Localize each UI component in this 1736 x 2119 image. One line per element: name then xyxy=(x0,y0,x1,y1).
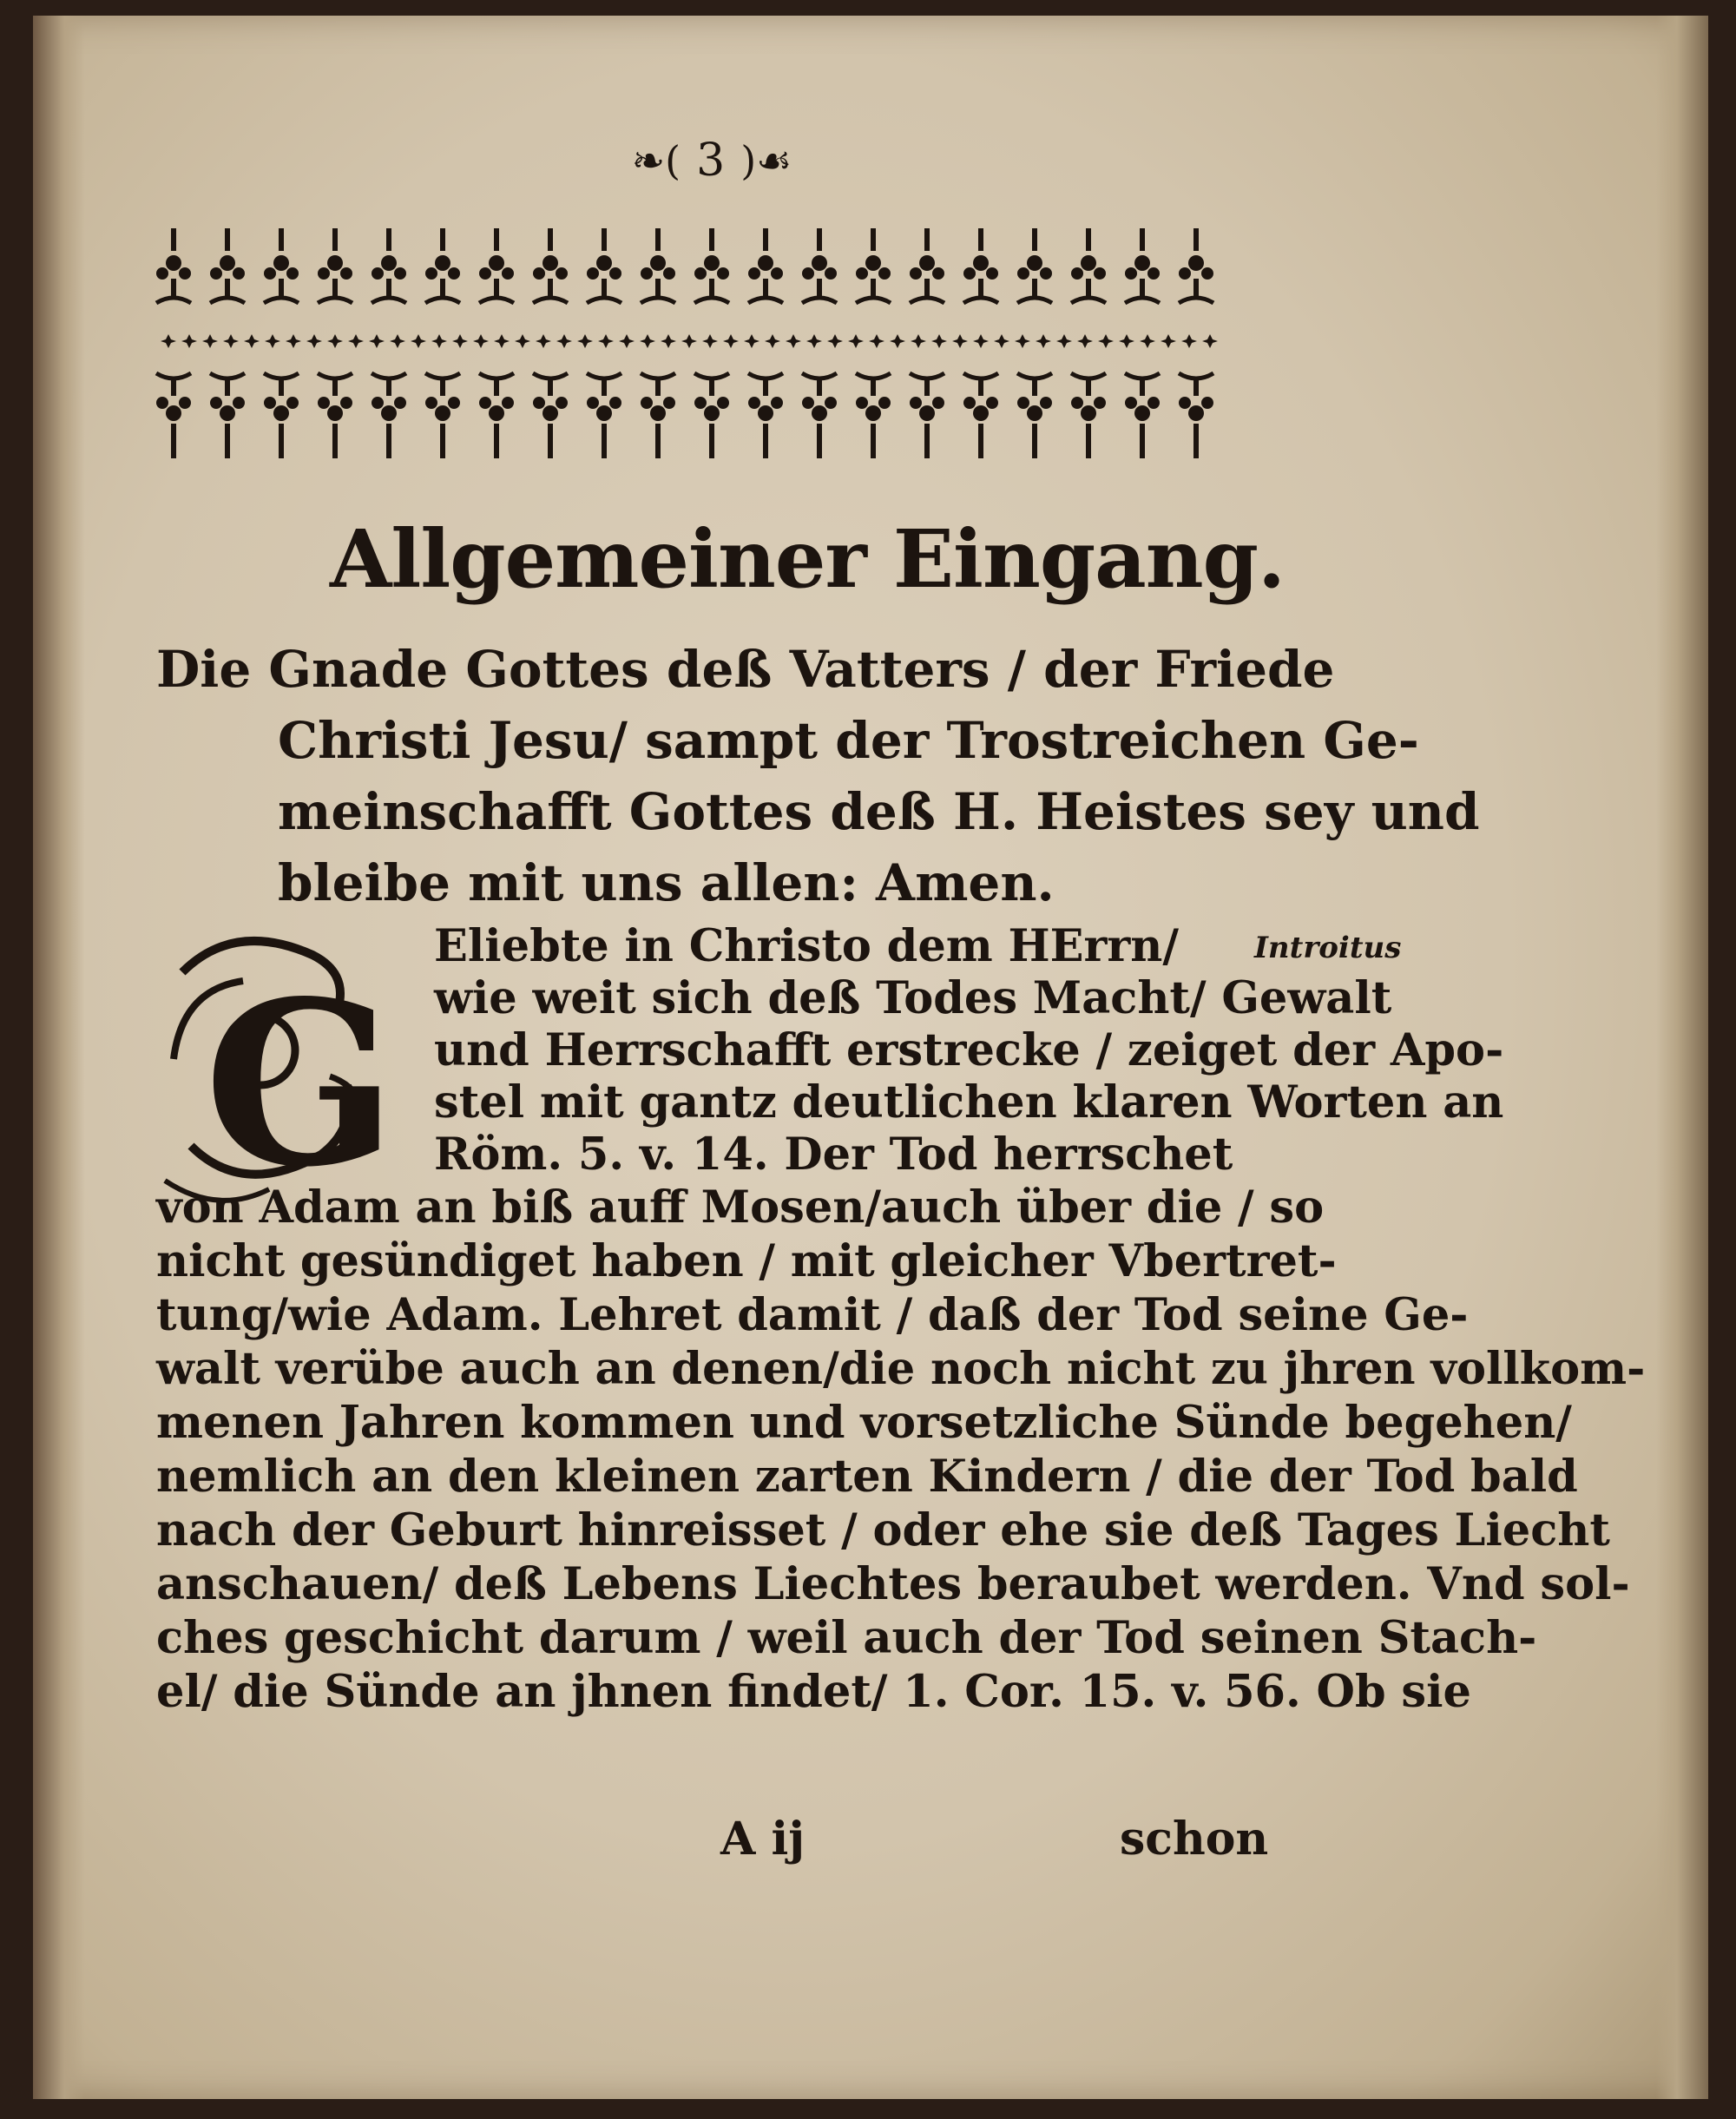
body-line: el/ die Sünde an jhnen findet/ 1. Cor. 15. v. 56. Ob sie xyxy=(156,1666,1471,1718)
body-line: Eliebte in Christo dem HErrn/ xyxy=(434,920,1179,972)
body-line: und Herrschafft erstrecke / zeiget der Apo- xyxy=(434,1024,1504,1076)
page-number: 3 xyxy=(696,135,726,187)
page-edge-shadow xyxy=(1656,16,1708,2099)
body-line: wie weit sich deß Todes Macht/ Gewalt xyxy=(434,972,1392,1024)
body-text xyxy=(156,1181,1646,1719)
body-line: menen Jahren kommen und vorsetzliche Sünde begehen/ xyxy=(156,1397,1572,1449)
body-line: stel mit gantz deutlichen klaren Worten an xyxy=(434,1076,1504,1129)
body-line: tung/wie Adam. Lehret damit / daß der Tod seine Ge- xyxy=(156,1289,1469,1341)
signature-mark: A ij xyxy=(720,1813,806,1866)
greeting-line: bleibe mit uns allen: Amen. xyxy=(278,853,1055,912)
catchword: schon xyxy=(1120,1813,1269,1866)
body-line: walt verübe auch an denen/die noch nicht zu jhren vollkom- xyxy=(156,1343,1646,1395)
page-header xyxy=(582,130,842,191)
body-line: anschauen/ deß Lebens Liechtes beraubet werden. Vnd sol- xyxy=(156,1558,1630,1610)
header-right-flourish: )☙ xyxy=(740,137,792,184)
body-line: von Adam an biß auff Mosen/auch über die / so xyxy=(156,1181,1325,1234)
greeting-paragraph xyxy=(156,634,1480,918)
header-left-flourish: ❧( xyxy=(631,137,681,184)
ornament-band-top xyxy=(156,221,1233,360)
drop-cap-letter: G xyxy=(204,952,398,1217)
body-line: nach der Geburt hinreisset / oder ehe sie deß Tages Liecht xyxy=(156,1504,1610,1556)
drop-cap-initial xyxy=(156,920,399,1215)
greeting-line: Christi Jesu/ sampt der Trostreichen Ge- xyxy=(278,711,1419,770)
body-line: nemlich an den kleinen zarten Kindern / die der Tod bald xyxy=(156,1451,1578,1503)
body-line: ches geschicht darum / weil auch der Tod seinen Stach- xyxy=(156,1612,1537,1664)
page-gutter-shadow xyxy=(33,16,85,2099)
ornament-band-bottom xyxy=(156,365,1233,477)
body-line: Röm. 5. v. 14. Der Tod herrschet xyxy=(434,1129,1233,1181)
greeting-line: meinschafft Gottes deß H. Heistes sey und xyxy=(278,782,1480,841)
body-line: nicht gesündiget haben / mit gleicher Vbertret- xyxy=(156,1235,1337,1287)
section-title: Allgemeiner Eingang. xyxy=(330,512,1286,606)
margin-gloss: Introitus xyxy=(1254,931,1402,965)
greeting-line: Die Gnade Gottes deß Vatters / der Friede xyxy=(156,640,1335,699)
